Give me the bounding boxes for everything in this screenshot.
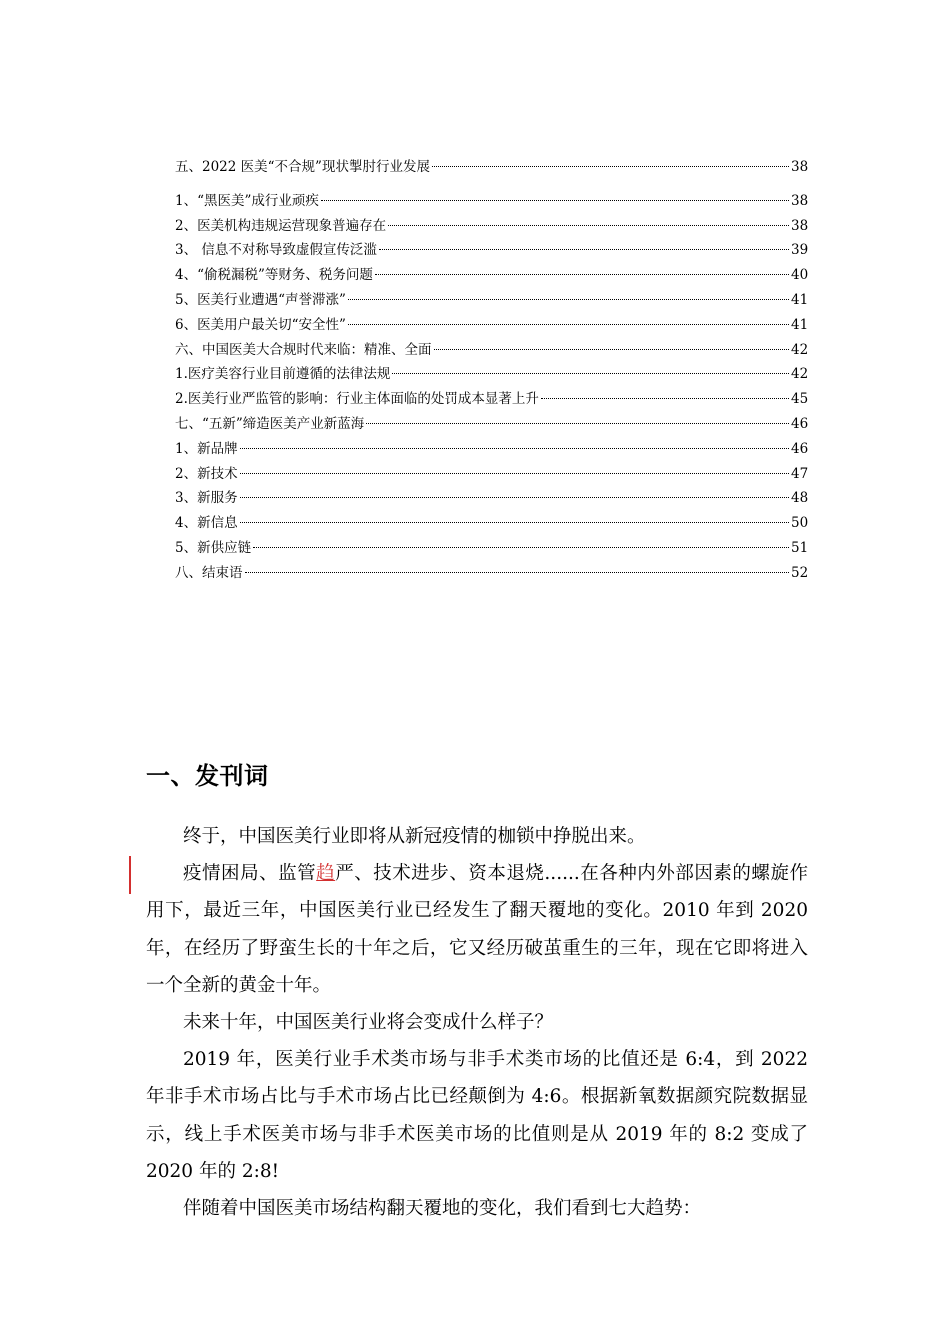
toc-entry[interactable] [175, 288, 807, 313]
toc-entry-page: 42 [791, 366, 809, 383]
toc-entry-title: 八、结束语 [175, 564, 243, 581]
toc-dot-leader [434, 349, 790, 350]
toc-dot-leader [321, 200, 789, 201]
toc-dot-leader [392, 373, 789, 374]
toc-entry[interactable] [175, 155, 807, 180]
toc-entry-title: 5、新供应链 [175, 539, 252, 556]
toc-dot-leader [240, 497, 789, 498]
toc-entry[interactable] [175, 412, 807, 437]
toc-entry-title: 六、中国医美大合规时代来临：精准、全面 [175, 341, 432, 358]
toc-dot-leader [253, 547, 789, 548]
toc-dot-leader [348, 299, 789, 300]
toc-entry-page: 40 [791, 267, 809, 284]
toc-dot-leader [366, 423, 789, 424]
toc-entry-title: 3、 信息不对称导致虚假宣传泛滥 [175, 242, 377, 259]
toc-dot-leader [348, 324, 789, 325]
toc-entry[interactable] [175, 238, 807, 263]
toc-entry-page: 42 [791, 341, 809, 358]
tracked-change-text: 趋 [316, 863, 336, 885]
paragraph-text: 严、技术进步、资本退烧......在各种内外部因素的螺旋作用下，最近三年，中国医美行业已经发生了翻天覆地的变化。2010 年到 2020 年，在经历了野蛮生长的十年之后，它又经历破茧重生的三年，现在它即将进入一个全新的黄金十年。 [146, 863, 808, 996]
toc-entry-title: 3、新服务 [175, 490, 238, 507]
toc-entry-page: 41 [791, 291, 809, 308]
paragraph: 终于，中国医美行业即将从新冠疫情的枷锁中挣脱出来。 [183, 826, 646, 847]
toc-entry-page: 38 [791, 192, 809, 209]
toc-entry[interactable] [175, 214, 807, 239]
toc-entry-page: 41 [791, 316, 809, 333]
toc-dot-leader [245, 572, 790, 573]
paragraph-text: 疫情困局、监管 [183, 863, 317, 885]
toc-entry-page: 38 [791, 217, 809, 234]
toc-dot-leader [541, 398, 789, 399]
toc-entry-page: 46 [791, 415, 809, 432]
toc-entry[interactable] [175, 561, 807, 586]
paragraph: 未来十年，中国医美行业将会变成什么样子？ [183, 1012, 554, 1034]
toc-entry-page: 52 [791, 564, 809, 581]
toc-entry[interactable] [175, 362, 807, 387]
toc-entry-title: 2、新技术 [175, 465, 238, 482]
toc-entry[interactable] [175, 387, 807, 412]
toc-entry-page: 45 [791, 391, 809, 408]
toc-entry[interactable] [175, 462, 807, 487]
toc-dot-leader [240, 448, 789, 449]
toc-entry-page: 38 [791, 159, 809, 175]
toc-entry-page: 50 [791, 515, 809, 532]
toc-dot-leader [388, 225, 789, 226]
toc-entry[interactable] [175, 189, 807, 214]
toc-entry[interactable] [175, 536, 807, 561]
table-of-contents [175, 155, 807, 586]
toc-entry-title: 4、新信息 [175, 515, 238, 532]
toc-dot-leader [240, 473, 789, 474]
body-text [146, 818, 808, 1227]
toc-entry-title: 七、“五新”缔造医美产业新蓝海 [175, 415, 365, 432]
toc-entry-page: 47 [791, 465, 809, 482]
toc-entry-title: 5、医美行业遭遇“声誉滞涨” [175, 291, 346, 308]
toc-entry-title: 1、新品牌 [175, 440, 238, 457]
toc-entry-page: 39 [791, 242, 809, 259]
toc-entry[interactable] [175, 486, 807, 511]
section-heading: 一、发刊词 [146, 762, 269, 790]
paragraph [146, 855, 808, 1004]
toc-dot-leader [240, 522, 789, 523]
toc-entry-title: 1、“黑医美”成行业顽疾 [175, 192, 319, 209]
toc-entry[interactable] [175, 511, 807, 536]
revision-change-bar [129, 856, 131, 894]
toc-entry[interactable] [175, 338, 807, 363]
toc-entry-title: 4、“偷税漏税”等财务、税务问题 [175, 267, 373, 284]
toc-entry-page: 51 [791, 539, 809, 556]
toc-entry-title: 五、2022 医美“不合规”现状掣肘行业发展 [175, 159, 430, 175]
paragraph: 2019 年，医美行业手术类市场与非手术类市场的比值还是 6:4，到 2022 年非手术市场占比与手术市场占比已经颠倒为 4:6。根据新氧数据颜究院数据显示，线上手术医美市场与非手术医美市场的比值则是从 2019 年的 8:2 变成了 2020 年的 2:8! [146, 1049, 808, 1182]
toc-entry-page: 48 [791, 490, 809, 507]
paragraph: 伴随着中国医美市场结构翻天覆地的变化，我们看到七大趋势： [183, 1198, 702, 1220]
toc-entry[interactable] [175, 437, 807, 462]
toc-entry-title: 1.医疗美容行业目前遵循的法律法规 [175, 366, 391, 383]
toc-entry[interactable] [175, 313, 807, 338]
toc-entry-title: 2.医美行业严监管的影响：行业主体面临的处罚成本显著上升 [175, 391, 539, 408]
toc-entry-title: 2、医美机构违规运营现象普遍存在 [175, 217, 387, 234]
toc-dot-leader [432, 166, 789, 167]
toc-entry-page: 46 [791, 440, 809, 457]
toc-dot-leader [375, 274, 789, 275]
toc-entry-title: 6、医美用户最关切“安全性” [175, 316, 346, 333]
toc-entry[interactable] [175, 263, 807, 288]
toc-dot-leader [379, 249, 789, 250]
